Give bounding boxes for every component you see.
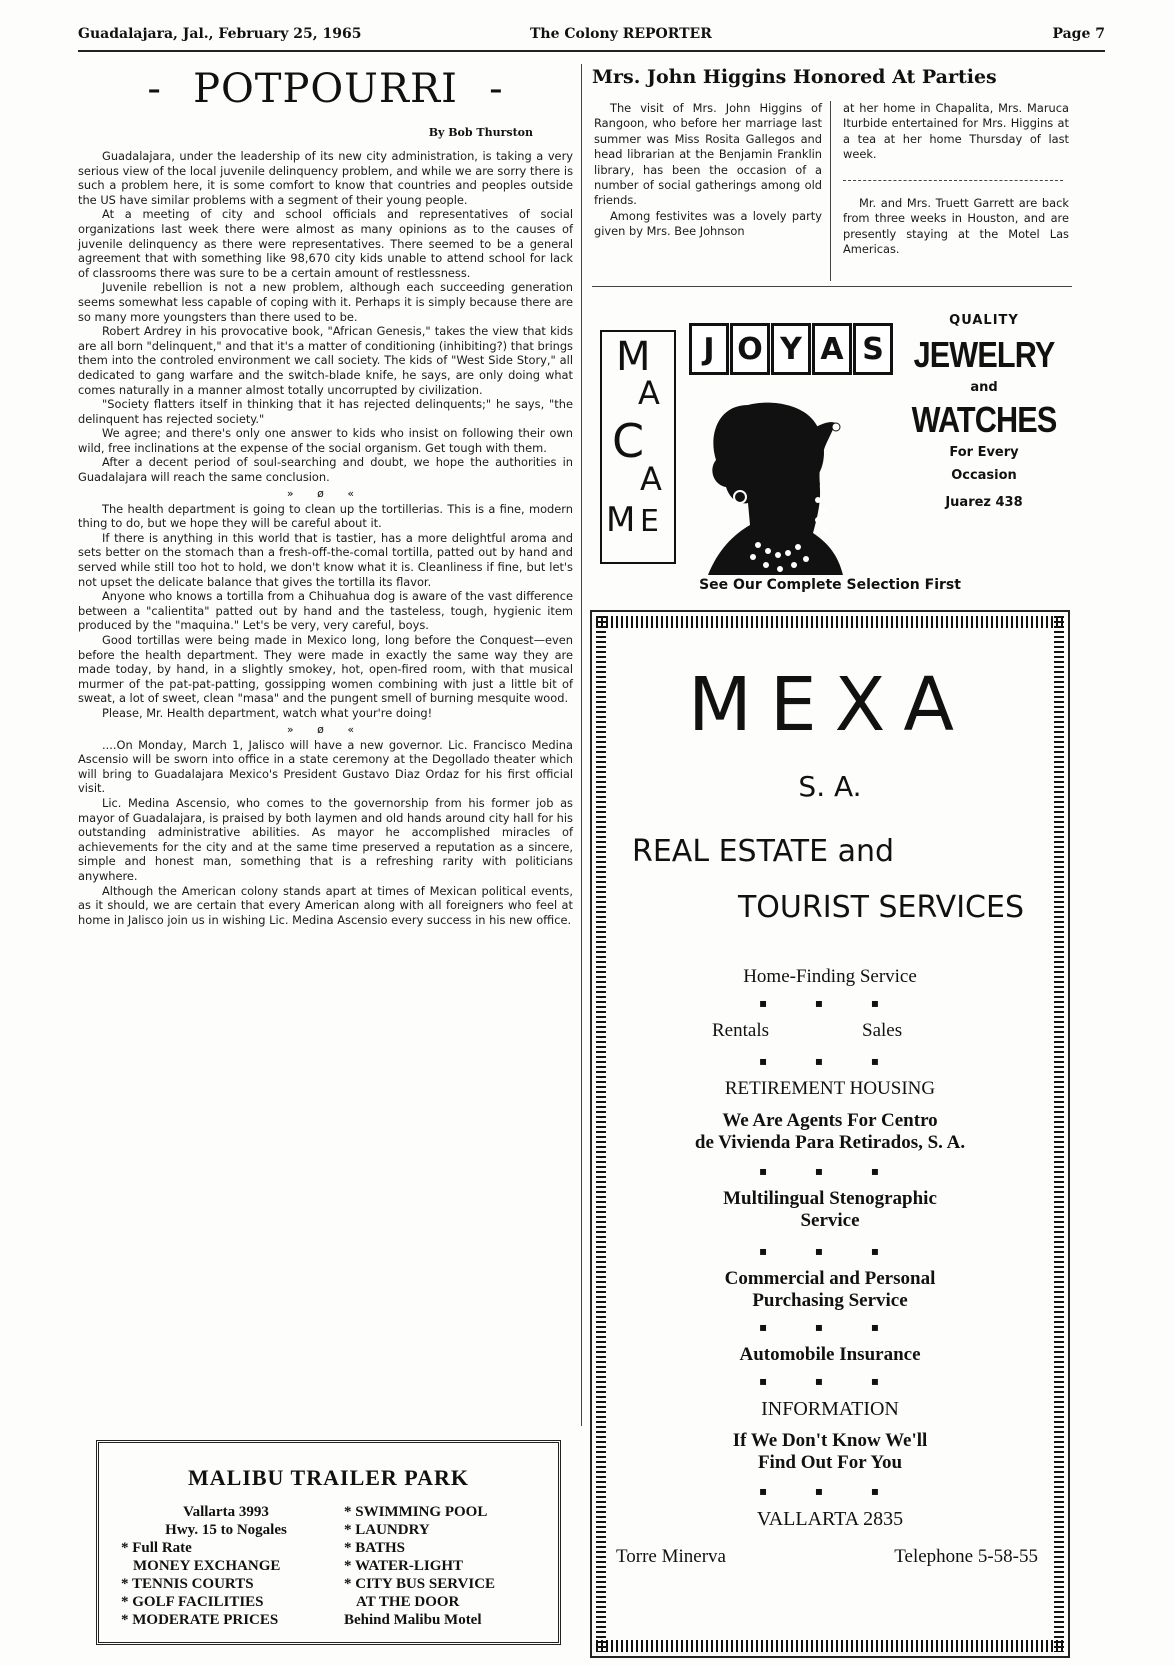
- paragraph: After a decent period of soul-searching and doubt, we hope the authorities in Guadalajara will reach the same conclusion.: [78, 455, 573, 485]
- potpourri-article: [78, 62, 573, 927]
- woman-silhouette-illustration: [678, 375, 878, 575]
- paragraph: Mr. and Mrs. Truett Garrett are back from three weeks in Houston, and are presently staying at the Motel Las Americas.: [843, 196, 1069, 257]
- page-number: Page 7: [1052, 26, 1105, 42]
- page-header: [78, 26, 1105, 50]
- mexa-address: VALLARTA 2835: [756, 1508, 904, 1530]
- malibu-trailer-park-ad: [96, 1440, 561, 1645]
- byline: By Bob Thurston: [428, 126, 533, 139]
- ad-line: Behind Malibu Motel: [344, 1612, 482, 1628]
- service-purchasing-2: Purchasing Service: [752, 1290, 908, 1311]
- company-suffix: S. A.: [798, 770, 862, 803]
- dot-separator: ▪ ▪ ▪: [758, 1164, 902, 1178]
- ad-line: * BATHS: [344, 1540, 405, 1556]
- logo-letter: A: [640, 460, 662, 498]
- article-title: - POTPOURRI -: [147, 66, 504, 112]
- logo-letter: A: [638, 374, 660, 412]
- ad-line: * CITY BUS SERVICE: [344, 1576, 496, 1592]
- mexa-ad: [590, 610, 1070, 1658]
- logo-letter: O: [730, 323, 770, 375]
- logo-letter: M: [616, 334, 651, 380]
- title-text: POTPOURRI: [193, 66, 458, 112]
- ad-jewelry: JEWELRY: [913, 334, 1055, 375]
- logo-letter: A: [812, 323, 852, 375]
- paragraph: Guadalajara, under the leadership of its new city administration, is taking a very serious view of the local juvenile delinquency problem, and while we are sorry there is such a problem here, it is some comfort to know that countries and peoples outside the US have similar problems with a segment of their young people.: [78, 149, 573, 207]
- dot-separator: ▪ ▪ ▪: [758, 1320, 902, 1334]
- info-line-1: If We Don't Know We'll: [732, 1430, 928, 1451]
- paragraph: Lic. Medina Ascensio, who comes to the governorship from his former job as mayor of Guadalajara, is praised by both laymen and old hands around city hall for his outstanding administrative abilities. As mayor he accomplished miracles of achievements for the city and at the same time preserved a reputation as a sincere, simple and honest man, something that is a refreshing rarity with politicians anywhere.: [78, 795, 573, 883]
- ad-occasion: Occasion: [951, 468, 1017, 483]
- ad-line: * TENNIS COURTS: [121, 1576, 254, 1592]
- dot-separator: ▪ ▪ ▪: [758, 1484, 902, 1498]
- logo-letter: S: [853, 323, 893, 375]
- ad-line: Hwy. 15 to Nogales: [165, 1522, 287, 1538]
- paragraph: The health department is going to clean up the tortillerias. This is a fine, modern thing to do, but we hope they will be careful about it.: [78, 501, 573, 531]
- real-estate-line: REAL ESTATE and: [632, 834, 895, 869]
- column-divider: [581, 64, 582, 1426]
- ad-line: * WATER-LIGHT: [344, 1558, 464, 1574]
- section-separator: » ø «: [286, 722, 365, 736]
- dateline: Guadalajara, Jal., February 25, 1965: [78, 26, 362, 42]
- higgins-column-rule: [830, 101, 831, 281]
- tourist-services-line: TOURIST SERVICES: [737, 890, 1024, 925]
- paragraph: Anyone who knows a tortilla from a Chihuahua dog is aware of the vast difference between a "calientita" patted out by hand and the tasteless, tough, hygienic item produced by the "maquina." Let's be very, very careful, boys.: [78, 589, 573, 633]
- paragraph: Although the American colony stands apart at times of Mexican political events, as it should, we are certain that every American along with all foreigners who feel at home in Jalisco join us in wishing Lic. Medina Ascensio every success in his new office.: [78, 883, 573, 927]
- higgins-col-1: [594, 101, 822, 240]
- ad-line: * LAUNDRY: [344, 1522, 430, 1538]
- logo-letter: Y: [771, 323, 811, 375]
- service-purchasing-1: Commercial and Personal: [724, 1268, 936, 1289]
- ad-line: Vallarta 3993: [183, 1504, 269, 1520]
- service-sales: Sales: [862, 1020, 903, 1041]
- paragraph: We agree; and there's only one answer to kids who insist on following their own wild, free inclinations at the expense of the social organism. Get tough with them.: [78, 426, 573, 455]
- ad-watches: WATCHES: [911, 399, 1057, 440]
- mexa-phone: Telephone 5-58-55: [894, 1546, 1038, 1567]
- service-agents-2: de Vivienda Para Retirados, S. A.: [694, 1132, 966, 1153]
- ad-line: * GOLF FACILITIES: [121, 1594, 264, 1610]
- service-home-finding: Home-Finding Service: [743, 966, 917, 987]
- newspaper-name: The Colony REPORTER: [530, 26, 712, 42]
- service-retirement: RETIREMENT HOUSING: [724, 1078, 936, 1099]
- paragraph: Juvenile rebellion is not a new problem, although each succeeding generation seems somewhat less capable of coping with it. Perhaps it is simply because there are so many more youngsters than there used to be.: [78, 280, 573, 324]
- info-line-2: Find Out For You: [757, 1452, 903, 1473]
- logo-letter: M: [606, 500, 636, 540]
- paragraph: ....On Monday, March 1, Jalisco will have a new governor. Lic. Francisco Medina Ascensio will be sworn into office in a state ceremony at the Degollado theater which will bring to Guadalajara Mexico's President Gustavo Diaz Ordaz for his first official visit.: [78, 737, 573, 796]
- ad-tagline: See Our Complete Selection First: [699, 577, 961, 593]
- jewelry-ad-text: [895, 313, 1073, 510]
- paragraph: Good tortillas were being made in Mexico long, long before the Conquest—even before the health department. They were made in exactly the same way they are made today, by hand, in a slightly smokey, hot, open-fired room, with that musical murmer of the pat-pat-patting, gossipping women combining with just a little bit of sweat, a lot of sweet, clean "masa" and the pungent smell of burning mesquite wood.: [78, 633, 573, 706]
- ad-line: MONEY EXCHANGE: [133, 1558, 281, 1574]
- higgins-col-2a: [843, 101, 1069, 163]
- header-rule: [78, 50, 1105, 52]
- dot-separator: ▪ ▪ ▪: [758, 1244, 902, 1258]
- border-pattern: [596, 1640, 1064, 1652]
- ad-left-list: [121, 1503, 331, 1629]
- logo-letter: J: [689, 323, 729, 375]
- higgins-col-2b: [843, 196, 1069, 258]
- paragraph: Among festivites was a lovely party given by Mrs. Bee Johnson: [594, 208, 822, 239]
- service-information: INFORMATION: [761, 1398, 899, 1420]
- section-separator: » ø «: [286, 486, 365, 500]
- logo-letter: E: [640, 504, 659, 539]
- ad-right-list: [344, 1503, 554, 1629]
- service-insurance: Automobile Insurance: [739, 1344, 921, 1365]
- mexa-building: Torre Minerva: [616, 1546, 726, 1567]
- ad-line: * SWIMMING POOL: [344, 1504, 488, 1520]
- joyas-logo: [689, 323, 893, 375]
- paragraph: Robert Ardrey in his provocative book, "African Genesis," takes the view that kids are all born "delinquent," and that it's a matter of conditioning (inhibiting?) that brings them into the controled environment we call society. The kids of "West Side Story," all dedicated to gang warfare and the switch-blade knife, he says, are only doing what comes naturally in a manner almost totally uncorrupted by civilization.: [78, 324, 573, 397]
- macame-logo: [600, 330, 676, 564]
- item-divider: [843, 180, 1063, 181]
- higgins-headline: Mrs. John Higgins Honored At Parties: [592, 66, 997, 88]
- paragraph: "Society flatters itself in thinking that it has rejected delinquents;" he says, "the delinquent has rejected society.": [78, 397, 573, 426]
- ad-address: Juarez 438: [945, 495, 1023, 510]
- company-name: MEXA: [688, 662, 972, 748]
- paragraph: at her home in Chapalita, Mrs. Maruca Iturbide entertained for Mrs. Higgins at a tea at her home Thursday of last week.: [843, 101, 1069, 162]
- logo-letter: C: [612, 414, 645, 468]
- service-steno-1: Multilingual Stenographic: [723, 1188, 937, 1209]
- dot-separator: ▪ ▪ ▪: [758, 1374, 902, 1388]
- paragraph: At a meeting of city and school officials and representatives of social organizations last week there were almost as many opinions as to the causes of juvenile delinquency as there were representatives. There seemed to be a general agreement that with something like 98,670 city kids unable to attend school for lack of classrooms there was sure to be a certain amount of restlessness.: [78, 207, 573, 280]
- ad-title: MALIBU TRAILER PARK: [188, 1465, 469, 1490]
- article-bottom-rule: [592, 286, 1072, 287]
- ad-for-every: For Every: [949, 445, 1019, 460]
- paragraph: The visit of Mrs. John Higgins of Rangoon, who before her marriage last summer was Miss Rosita Gallegos and head librarian at the Benjamin Franklin library, has been the occasion of a number of social gatherings among old friends.: [594, 101, 822, 208]
- service-steno-2: Service: [800, 1210, 860, 1231]
- service-rentals: Rentals: [712, 1020, 769, 1041]
- paragraph: If there is anything in this world that is tastier, has a more delightful aroma and sets better on the stomach than a fresh-off-the-comal tortilla, patted out by hand and served while still too hot to hold, we don't know what it is. Cleanliness if fine, but let's not upset the delicate balance that gives the tortilla its flavor.: [78, 530, 573, 589]
- ad-quality: QUALITY: [949, 313, 1019, 328]
- border-pattern: [596, 616, 1064, 628]
- dot-separator: ▪ ▪ ▪: [758, 1054, 902, 1068]
- ad-line: AT THE DOOR: [356, 1594, 460, 1610]
- ad-and: and: [970, 380, 998, 395]
- service-agents-1: We Are Agents For Centro: [722, 1110, 938, 1131]
- ad-line: * MODERATE PRICES: [121, 1612, 279, 1628]
- ad-line: * Full Rate: [121, 1540, 192, 1556]
- dot-separator: ▪ ▪ ▪: [758, 996, 902, 1010]
- paragraph: Please, Mr. Health department, watch what your're doing!: [102, 705, 433, 720]
